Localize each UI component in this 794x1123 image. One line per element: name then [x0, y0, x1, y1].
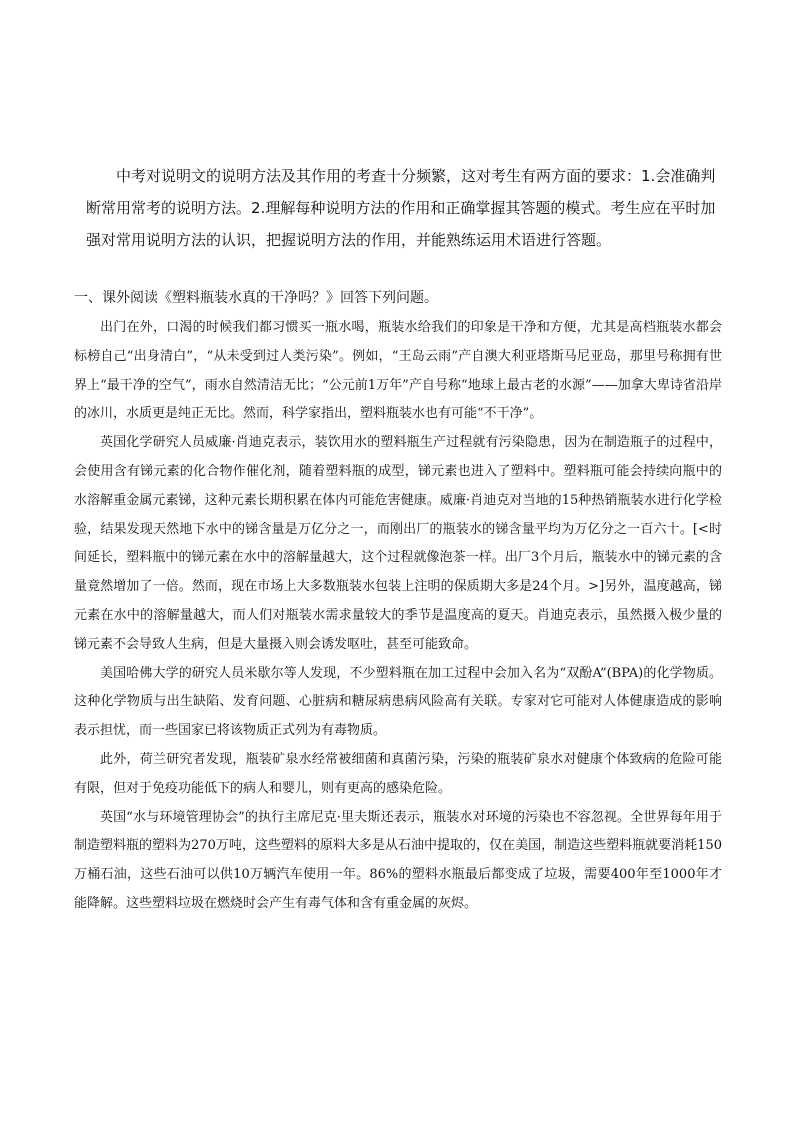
article-body: [74, 314, 722, 919]
article-paragraph-1: 出门在外，口渴的时候我们都习惯买一瓶水喝，瓶装水给我们的印象是干净和方便，尤其是高档瓶装水都会标榜自己“出身清白”，“从未受到过人类污染”。例如，“王岛云雨”产自澳大利亚塔斯马尼亚岛，那里号称拥有世界上“最干净的空气”，雨水自然清洁无比；“公元前1万年”产自号称“地球上最古老的水源”——加拿大卑诗省沿岸的冰川，水质更是纯正无比。然而，科学家指出，塑料瓶装水也有可能“不干净”。: [74, 320, 722, 422]
article-paragraph-2: 英国化学研究人员威廉·肖迪克表示，装饮用水的塑料瓶生产过程就有污染隐患，因为在制造瓶子的过程中，会使用含有锑元素的化合物作催化剂，随着塑料瓶的成型，锑元素也进入了塑料中。塑料瓶可能会持续向瓶中的水溶解重金属元素锑，这种元素长期积累在体内可能危害健康。威廉·肖迪克对当地的15种热销瓶装水进行化学检验，结果发现天然地下水中的锑含量是万亿分之一，而刚出厂的瓶装水的锑含量平均为万亿分之一百六十。[<时间延长，塑料瓶中的锑元素在水中的溶解量越大，这个过程就像泡茶一样。出厂3个月后，瓶装水中的锑元素的含量竟然增加了一倍。然而，现在市场上大多数瓶装水包装上注明的保质期大多是24个月。>]另外，温度越高，锑元素在水中的溶解量越大，而人们对瓶装水需求量较大的季节是温度高的夏天。肖迪克表示，虽然摄入极少量的锑元素不会导致人生病，但是大量摄入则会诱发呕吐，甚至可能致命。: [74, 435, 722, 652]
article-paragraph-3: 美国哈佛大学的研究人员米歇尔等人发现，不少塑料瓶在加工过程中会加入名为“双酚A”(BPA)的化学物质。这种化学物质与出生缺陷、发育问题、心脏病和糖尿病患病风险高有关联。专家对它可能对人体健康造成的影响表示担忧，而一些国家已将该物质正式列为有毒物质。: [74, 665, 722, 739]
question-heading: 一、课外阅读《塑料瓶装水真的干净吗？》回答下列问题。: [74, 290, 438, 306]
article-paragraph-4: 此外，荷兰研究者发现，瓶装矿泉水经常被细菌和真菌污染，污染的瓶装矿泉水对健康个体致病的危险可能有限，但对于免疫功能低下的病人和婴儿，则有更高的感染危险。: [74, 751, 722, 796]
article-paragraph-5: 英国“水与环境管理协会”的执行主席尼克·里夫斯还表示，瓶装水对环境的污染也不容忽视。全世界每年用于制造塑料瓶的塑料为270万吨，这些塑料的原料大多是从石油中提取的，仅在美国，制造这些塑料瓶就要消耗150万桶石油，这些石油可以供10万辆汽车使用一年。86%的塑料水瓶最后都变成了垃圾，需要400年至1000年才能降解。这些塑料垃圾在燃烧时会产生有毒气体和含有重金属的灰烬。: [74, 809, 722, 911]
intro-paragraph: 中考对说明文的说明方法及其作用的考查十分频繁，这对考生有两方面的要求：1.会准确判断常用常考的说明方法。2.理解每种说明方法的作用和正确掌握其答题的模式。考生应在平时加强对常用说明方法的认识，把握说明方法的作用，并能熟练运用术语进行答题。: [86, 167, 716, 249]
